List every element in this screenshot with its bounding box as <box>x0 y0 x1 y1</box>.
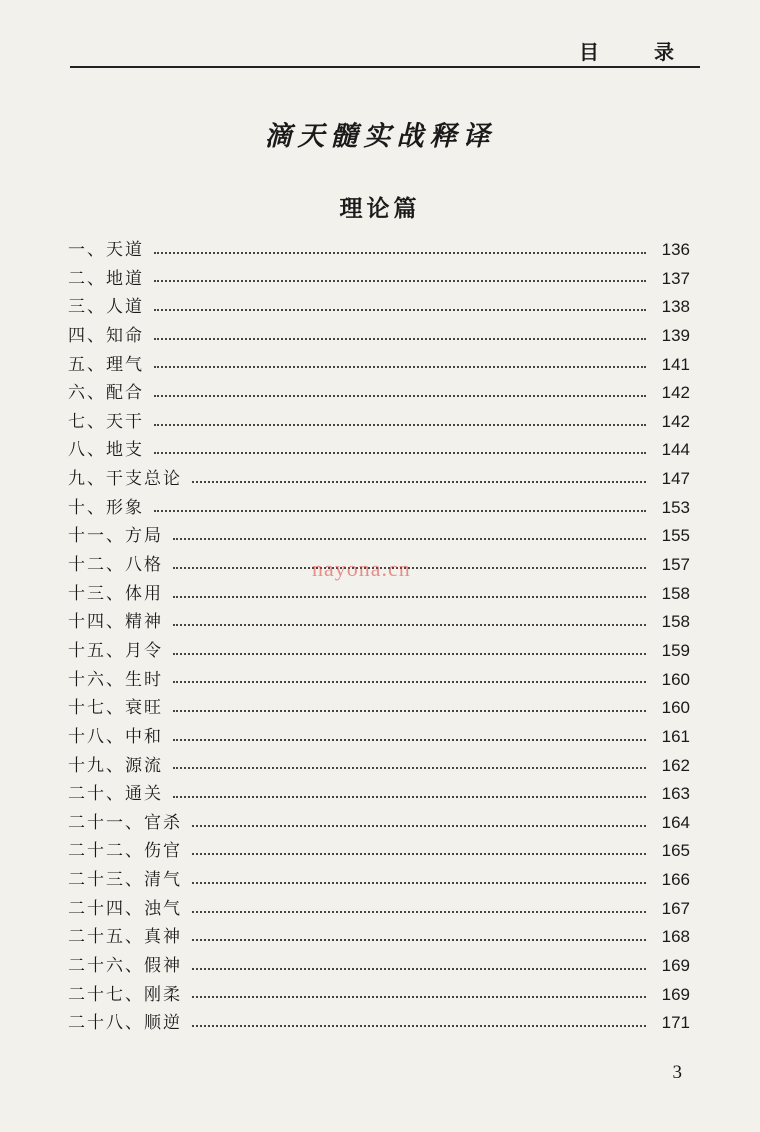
toc-entry[interactable] <box>68 521 690 550</box>
dot-leader <box>173 709 646 712</box>
toc-entry-page: 136 <box>661 240 690 259</box>
toc-entry[interactable] <box>68 865 690 894</box>
dot-leader <box>154 394 646 397</box>
toc-entry-label: 二十七、刚柔 <box>68 984 182 1005</box>
toc-entry[interactable] <box>68 292 690 321</box>
dot-leader <box>154 251 646 254</box>
toc-entry-label: 二十四、浊气 <box>68 898 182 919</box>
toc-entry[interactable] <box>68 407 690 436</box>
toc-entry[interactable] <box>68 464 690 493</box>
toc-entry-label: 十、形象 <box>68 497 144 518</box>
toc-entry-page: 162 <box>661 755 690 775</box>
toc-entry[interactable] <box>68 264 690 293</box>
dot-leader <box>154 308 646 311</box>
toc-entry-label: 八、地支 <box>68 440 144 461</box>
toc-entry-page: 169 <box>661 984 690 1004</box>
dot-leader <box>154 337 646 340</box>
dot-leader <box>192 967 646 970</box>
toc-entry-label: 二十一、官杀 <box>68 812 182 833</box>
dot-leader <box>154 279 646 282</box>
dot-leader <box>192 824 646 827</box>
toc-entry-page: 165 <box>661 841 690 861</box>
toc-entry[interactable] <box>68 808 690 837</box>
dot-leader <box>154 423 646 426</box>
dot-leader <box>173 595 646 598</box>
toc-entry-label: 十八、中和 <box>68 726 163 747</box>
toc-entry[interactable] <box>68 779 690 808</box>
toc-entry-page: 147 <box>661 469 690 489</box>
toc-entry[interactable] <box>68 693 690 722</box>
toc-entry-label: 十六、生时 <box>68 669 163 690</box>
toc-entry-label: 七、天干 <box>68 411 144 432</box>
toc-entry[interactable] <box>68 636 690 665</box>
toc-entry-page: 171 <box>661 1013 690 1033</box>
toc-entry-label: 三、人道 <box>68 297 144 318</box>
dot-leader <box>192 910 646 913</box>
toc-entry[interactable] <box>68 836 690 865</box>
watermark: nayona.cn <box>312 556 411 581</box>
toc-entry[interactable] <box>68 493 690 522</box>
toc-entry-page: 169 <box>661 956 690 976</box>
toc-entry[interactable] <box>68 607 690 636</box>
toc-entry-label: 六、配合 <box>68 383 144 404</box>
toc-entry-page: 161 <box>661 726 690 746</box>
toc-entry[interactable] <box>68 722 690 751</box>
toc-entry[interactable] <box>68 321 690 350</box>
dot-leader <box>173 738 646 741</box>
toc-entry[interactable] <box>68 378 690 407</box>
toc-entry-label: 二十三、清气 <box>68 870 182 891</box>
header-rule <box>70 66 700 68</box>
toc-entry[interactable] <box>68 751 690 780</box>
dot-leader <box>192 938 646 941</box>
book-title: 滴天髓实战释译 <box>264 121 496 152</box>
dot-leader <box>173 766 646 769</box>
running-header: 目 录 <box>579 40 698 64</box>
toc-entry[interactable] <box>68 435 690 464</box>
toc-entry[interactable] <box>68 894 690 923</box>
toc-entry-page: 138 <box>661 297 690 317</box>
toc-entry-page: 155 <box>661 526 690 546</box>
dot-leader <box>173 623 646 626</box>
toc-entry-page: 167 <box>661 898 690 918</box>
toc-entry-page: 157 <box>661 555 690 575</box>
dot-leader <box>154 509 646 512</box>
dot-leader <box>192 995 646 998</box>
toc-entry-label: 四、知命 <box>68 325 144 346</box>
toc-entry[interactable] <box>68 579 690 608</box>
section-title: 理论篇 <box>339 195 421 222</box>
toc-entry[interactable] <box>68 235 690 264</box>
toc-entry[interactable] <box>68 665 690 694</box>
dot-leader <box>192 480 646 483</box>
dot-leader <box>154 451 646 454</box>
toc-entry-label: 十一、方局 <box>68 526 163 547</box>
toc-entry-page: 142 <box>661 383 690 403</box>
toc-entry-label: 十四、精神 <box>68 612 163 633</box>
toc-entry-page: 166 <box>661 870 690 890</box>
dot-leader <box>192 852 646 855</box>
toc-entry-label: 二十五、真神 <box>68 927 182 948</box>
toc-entry-label: 五、理气 <box>68 354 144 375</box>
toc-entry-page: 160 <box>661 698 690 718</box>
toc-entry-page: 144 <box>661 440 690 460</box>
toc-entry-label: 十二、八格 <box>68 555 163 576</box>
dot-leader <box>173 652 646 655</box>
toc-entry-page: 163 <box>661 784 690 804</box>
toc-entry-label: 二、地道 <box>68 268 144 289</box>
toc-entry-page: 158 <box>661 612 690 632</box>
toc-entry-page: 153 <box>661 497 690 517</box>
toc-entry[interactable] <box>68 350 690 379</box>
toc-entry-page: 160 <box>661 669 690 689</box>
toc-entry-label: 十五、月令 <box>68 640 163 661</box>
toc-entry[interactable] <box>68 980 690 1009</box>
toc-entry-page: 141 <box>661 354 690 374</box>
toc-entry[interactable] <box>68 951 690 980</box>
toc-entry-label: 二十八、顺逆 <box>68 1013 182 1034</box>
toc-entry-label: 二十二、伤官 <box>68 841 182 862</box>
dot-leader <box>173 795 646 798</box>
toc-entry-label: 十七、衰旺 <box>68 698 163 719</box>
toc-entry-page: 139 <box>661 325 690 345</box>
toc-entry-page: 142 <box>661 411 690 431</box>
dot-leader <box>173 680 646 683</box>
toc-entry[interactable] <box>68 922 690 951</box>
toc-entry[interactable] <box>68 1008 690 1037</box>
toc-entry-label: 十三、体用 <box>68 583 163 604</box>
table-of-contents <box>68 235 690 1037</box>
toc-entry-label: 一、天道 <box>68 240 144 260</box>
dot-leader <box>192 881 646 884</box>
dot-leader <box>192 1024 646 1027</box>
toc-entry-label: 二十、通关 <box>68 784 163 805</box>
toc-entry-page: 158 <box>661 583 690 603</box>
dot-leader <box>154 365 646 368</box>
toc-entry-page: 168 <box>661 927 690 947</box>
toc-entry-label: 十九、源流 <box>68 755 163 776</box>
page-number: 3 <box>672 1062 682 1083</box>
toc-entry-label: 九、干支总论 <box>68 469 182 490</box>
toc-entry-page: 137 <box>661 268 690 288</box>
toc-entry-page: 164 <box>661 812 690 832</box>
dot-leader <box>173 537 646 540</box>
toc-entry-page: 159 <box>661 640 690 660</box>
toc-entry-label: 二十六、假神 <box>68 956 182 977</box>
